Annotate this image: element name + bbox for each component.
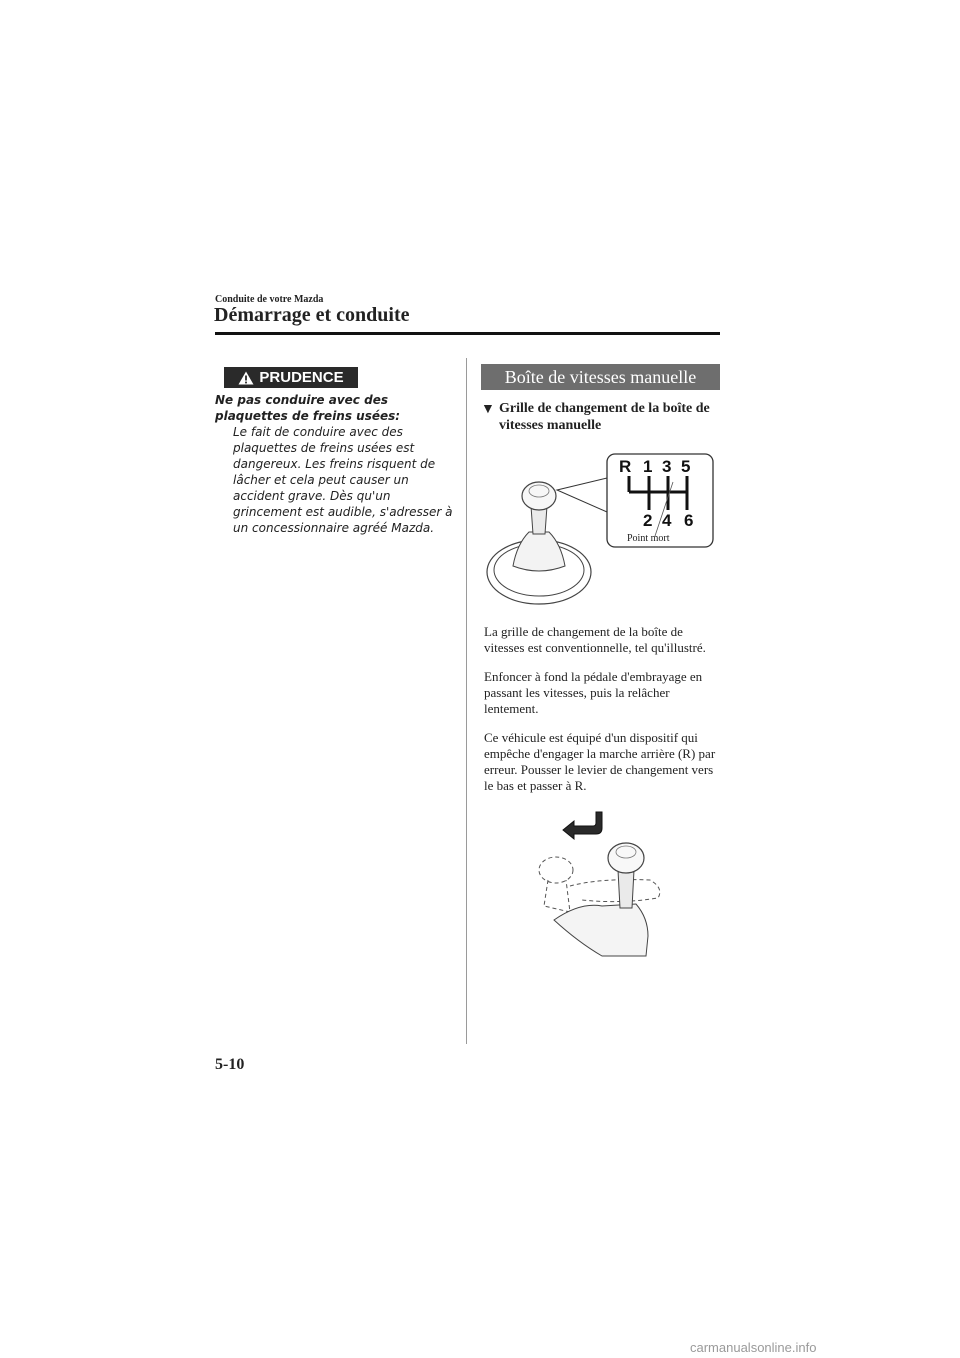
column-divider	[466, 358, 467, 1044]
gear-label-2: 2	[643, 511, 653, 530]
section-banner: Boîte de vitesses manuelle	[481, 364, 720, 390]
caution-badge-label: PRUDENCE	[259, 369, 344, 386]
reverse-shift-figure	[530, 808, 680, 958]
subheading-marker: ▼	[481, 402, 495, 417]
caution-badge	[224, 367, 358, 388]
gear-label-1: 1	[643, 457, 653, 476]
reverse-boot	[554, 904, 648, 956]
callout-pointer	[557, 478, 607, 512]
shift-pattern-figure	[483, 448, 721, 610]
watermark: carmanualsonline.info	[690, 1340, 817, 1355]
page-title: Démarrage et conduite	[214, 304, 410, 326]
subheading: Grille de changement de la boîte de vitesses manuelle	[499, 401, 710, 433]
paragraph-reverse-lockout: Ce véhicule est équipé d'un dispositif qui empêche d'engager la marche arrière (R) par erreur. Pousser le levier de changement vers le bas et passer à R.	[484, 730, 716, 793]
gear-boot	[513, 532, 565, 571]
caution-body: Le fait de conduire avec des plaquettes de freins usées est dangereux. Les freins risquent de lâcher et cela peut causer un accident grave. Dès qu'un grincement est audible, s'adresser à un concessionnaire agréé Mazda.	[233, 425, 453, 535]
reverse-shaft	[618, 870, 634, 908]
section-label: Conduite de votre Mazda	[215, 294, 324, 305]
paragraph-clutch: Enfoncer à fond la pédale d'embrayage en passant les vitesses, puis la relâcher lentement.	[484, 669, 703, 716]
warning-icon	[238, 371, 254, 385]
page-number: 5-10	[215, 1056, 245, 1073]
paragraph-shift-pattern: La grille de changement de la boîte de vitesses est conventionnelle, tel qu'illustré.	[484, 624, 706, 655]
gear-label-5: 5	[681, 457, 691, 476]
gear-label-r: R	[619, 457, 632, 476]
gear-knob	[522, 482, 556, 510]
caution-heading: Ne pas conduire avec des plaquettes de freins usées:	[215, 393, 401, 423]
neutral-label: Point mort	[627, 533, 670, 544]
gear-label-4: 4	[662, 511, 672, 530]
push-down-arrow-icon	[563, 812, 602, 839]
gear-label-6: 6	[684, 511, 694, 530]
gear-label-3: 3	[662, 457, 672, 476]
header-rule	[215, 332, 720, 335]
